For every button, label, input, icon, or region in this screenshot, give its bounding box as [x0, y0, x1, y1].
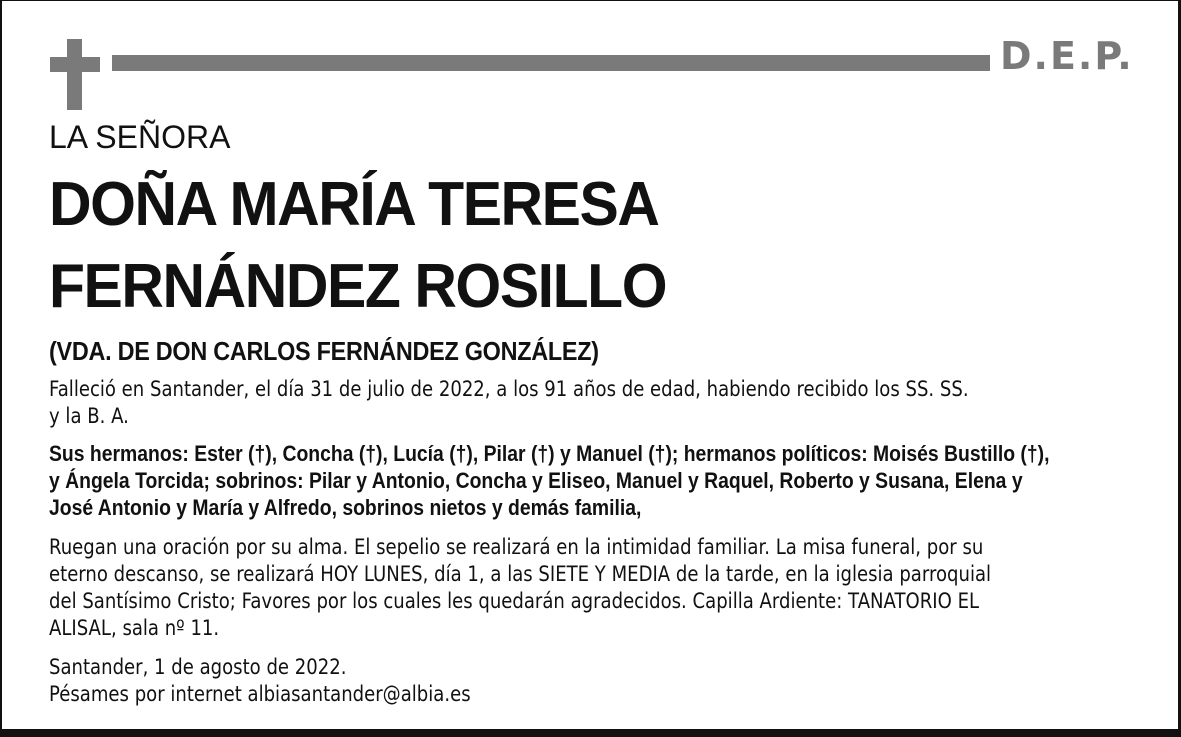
dep-label: D.E.P.	[1000, 34, 1134, 78]
text-line: eterno descanso, se realizará HOY LUNES, día 1, a las SIETE Y MEDIA de la tarde, en la iglesia parroquial	[49, 562, 992, 586]
header-rule	[112, 55, 990, 71]
deceased-name-line-1: DOÑA MARÍA TERESA	[49, 170, 659, 239]
text-line: Ruegan una oración por su alma. El sepelio se realizará en la intimidad familiar. La misa funeral, por su	[49, 535, 984, 559]
text-line: del Santísimo Cristo; Favores por los cuales les quedarán agradecidos. Capilla Ardiente: TANATORIO EL	[49, 589, 980, 613]
text-line: y la B. A.	[49, 404, 129, 428]
pretitle: LA SEÑORA	[49, 119, 231, 155]
cross-icon	[50, 39, 100, 110]
text-line: Sus hermanos: Ester (†), Concha (†), Lucía (†), Pilar (†) y Manuel (†); hermanos políticos: Moisés Bustillo (†),	[49, 441, 1050, 466]
request-paragraph	[49, 534, 991, 642]
text-line: ALISAL, sala nº 11.	[49, 616, 220, 640]
text-line: Falleció en Santander, el día 31 de julio de 2022, a los 91 años de edad, habiendo recibido los SS. SS.	[49, 377, 969, 401]
closing-paragraph	[49, 654, 471, 708]
text-line: José Antonio y María y Alfredo, sobrinos nietos y demás familia,	[49, 495, 642, 520]
text-line: y Ángela Torcida; sobrinos: Pilar y Antonio, Concha y Eliseo, Manuel y Raquel, Roberto y Susana, Elena y	[49, 468, 1023, 493]
widow-of: (VDA. DE DON CARLOS FERNÁNDEZ GONZÁLEZ)	[49, 336, 599, 366]
deceased-name-line-2: FERNÁNDEZ ROSILLO	[49, 252, 667, 321]
date-line: Santander, 1 de agosto de 2022.	[49, 655, 347, 679]
family-paragraph	[49, 440, 1049, 521]
condolence-email-line: Pésames por internet albiasantander@albia.es	[49, 682, 471, 706]
death-paragraph	[49, 376, 969, 430]
